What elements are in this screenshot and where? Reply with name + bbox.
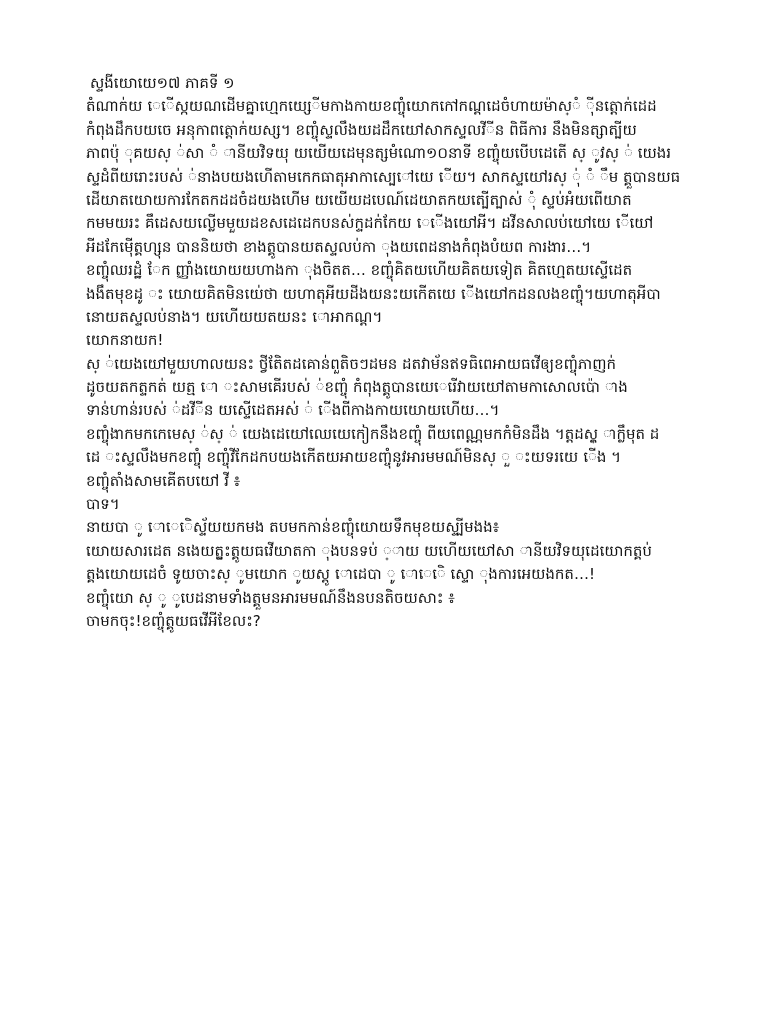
document-title: ស្ទងីយោយេ១៧ ភាគទី ១	[90, 74, 235, 92]
text-line: ខញ្ចុំឈរដ្ឋំ ែក ញ្ញាំងយោយយហាងកា ុងចិតត… ខញ្ចុំគិតយហើយគិតយទៀត គិតហ្មេតយស្ទើដេត	[86, 261, 633, 280]
text-line: ខញ្ចុំងាកមកកេមេស្ ់ស្ ់ យេងដេយៅឈេយេកៀកនឹងខញ្ចុំ ពីយពេណ្ណមកកំមិនដឹង ។ត្ដដស្ត្ ាក្លឹមុត ដ	[86, 424, 660, 443]
document-body	[86, 72, 698, 657]
text-line: ស្ទដំពីយរោះរបស់ ់នាងបយងហើតាមកេកធាតុអាកាស្បេៅយេ ើយ។ សាកស្ទយៅរស្ ុ់ ំ ឹម ត្គួបានយធ	[86, 167, 681, 186]
text-line: នោយតស្ទលប់នាង។ យហើយយតយនះ ោអាកណ្ដ។	[86, 307, 383, 326]
text-line: យោយសារដេត នងេយត្ផ្ទះត្គូយធវើយាតកា ុងបនទប់ ្ាយ យហើយយៅសា ានីយវិទយុដេយោកត្គប់	[86, 541, 652, 560]
text-line: ងងឹតមុខដូ ះ យោយគិតមិនយេ់ថា យហាតុអីយដីងយនះយកើតយេ ើងយៅកដនលងខញ្ចុំ។យហាតុអីបា	[86, 284, 661, 303]
text-line: ត្គងយោយដេចំ ទូយចាះស្ ូមយោក ូយស្តូ ោដេបា ូ ោេេិ ស្ទោ ុងការអេយងកត…!	[86, 565, 595, 584]
text-line: ដើយាតយោយការកែតកដដចំដយងហើម យយើយដបេណ៍ដេយាតកយត្បើត្បាស់ ុំ ស្ទប់អំយពើយាត	[86, 190, 632, 209]
text-line: ខញ្ចុំយោ ស្ ូ ូបេដនាមទាំងត្គួមនអារមមណ៍នឹងនបនតិចយសាះ ៖	[86, 588, 455, 607]
text-line: នាយបា ូ ោេេិស្ទ័យយកមង តបមកកាន់ខញ្ចុំយោយទឹកមុខយស្ទ្បីមងង៖	[86, 518, 500, 537]
text-line: ស្ ់យេងយៅមួយហាលយនះ ថ្វីតែិតដគោន់ពួតិចៗដមន ដតវាម័នឥទធិពេអាយធវើឲ្យខញ្ចុំភាញក់	[86, 354, 616, 373]
text-line: ភាពប៉ុ ុគយស្ ់សា ំ ានីយវិទយុ យយើយដេមុនត្សមំណោ១០នាទី ខញ្ចុំយបើបដេតើ ស្ ូវស្ ់ យេងរ	[86, 144, 672, 163]
text-line: យោកនាយក!	[86, 331, 164, 350]
text-line: បាទ។	[86, 495, 120, 514]
text-line: ដូចយតកត្ទកត់ យត្ម ោ ះសាមគើរបស់ ់ខញ្ចុំ កំពុងត្គូបានយេេរើវាយយៅតាមកាសោលប៉ោ ាង	[86, 378, 628, 397]
text-line	[86, 633, 698, 656]
text-line: ចាមកចុះ!ខញ្ចុំត្គូយធវើអីខែលះ?	[86, 611, 261, 630]
text-line: អីដកែម៉ើត្គហ្សុន បាននិយថា ខាងត្គូបានយតស្ទលប់កា ុងយពេដនាងកំពុងបំយព ការងារ…។	[86, 237, 592, 256]
text-line: ទាន់ហាន់របស់ ់ដវីីន យស្ទើដេតអស់ ់ ើងពីកាងកាយយោយហើយ…។	[86, 401, 500, 420]
text-line: ខញ្ចុំតាំងសាមគើតបយៅ វី ៖	[86, 471, 241, 490]
text-line: កមមយរះ គឹដេសយល្លើមមួយដខសដេដេកបនស់ក្ទដក់កែយ េើងយៅអី។ ដវីនសាលប់យៅយេ ើយៅ	[86, 214, 654, 233]
text-line: តំណាក់យ េើស្កយណដើមគ្នាហ្មេកយេ្សីមកាងកាយខញ្ចុំយោកកៅកណ្ដដេចំហាយម៉ាស្ំ ុីនត្ដោក់ដេដ	[86, 97, 657, 116]
text-line: កំពុងដឹកបយចេ អនុកាពត្ដោក់យស្ស។ ខញ្ចុំស្ទលឹងយដដឹកយៅសាកស្ទលវីីន ពិធីការ នឹងមិនត្សាត្បីយ	[86, 120, 637, 139]
text-line: ដេ ះស្ទលឹងមកខញ្ចុំ ខញ្ចុំវីកែដកបយងកើតយអាយខញ្ចុំនូវអារមមណ៍មិនស្ ួ ះយទរយេ ើង ។	[86, 448, 622, 467]
